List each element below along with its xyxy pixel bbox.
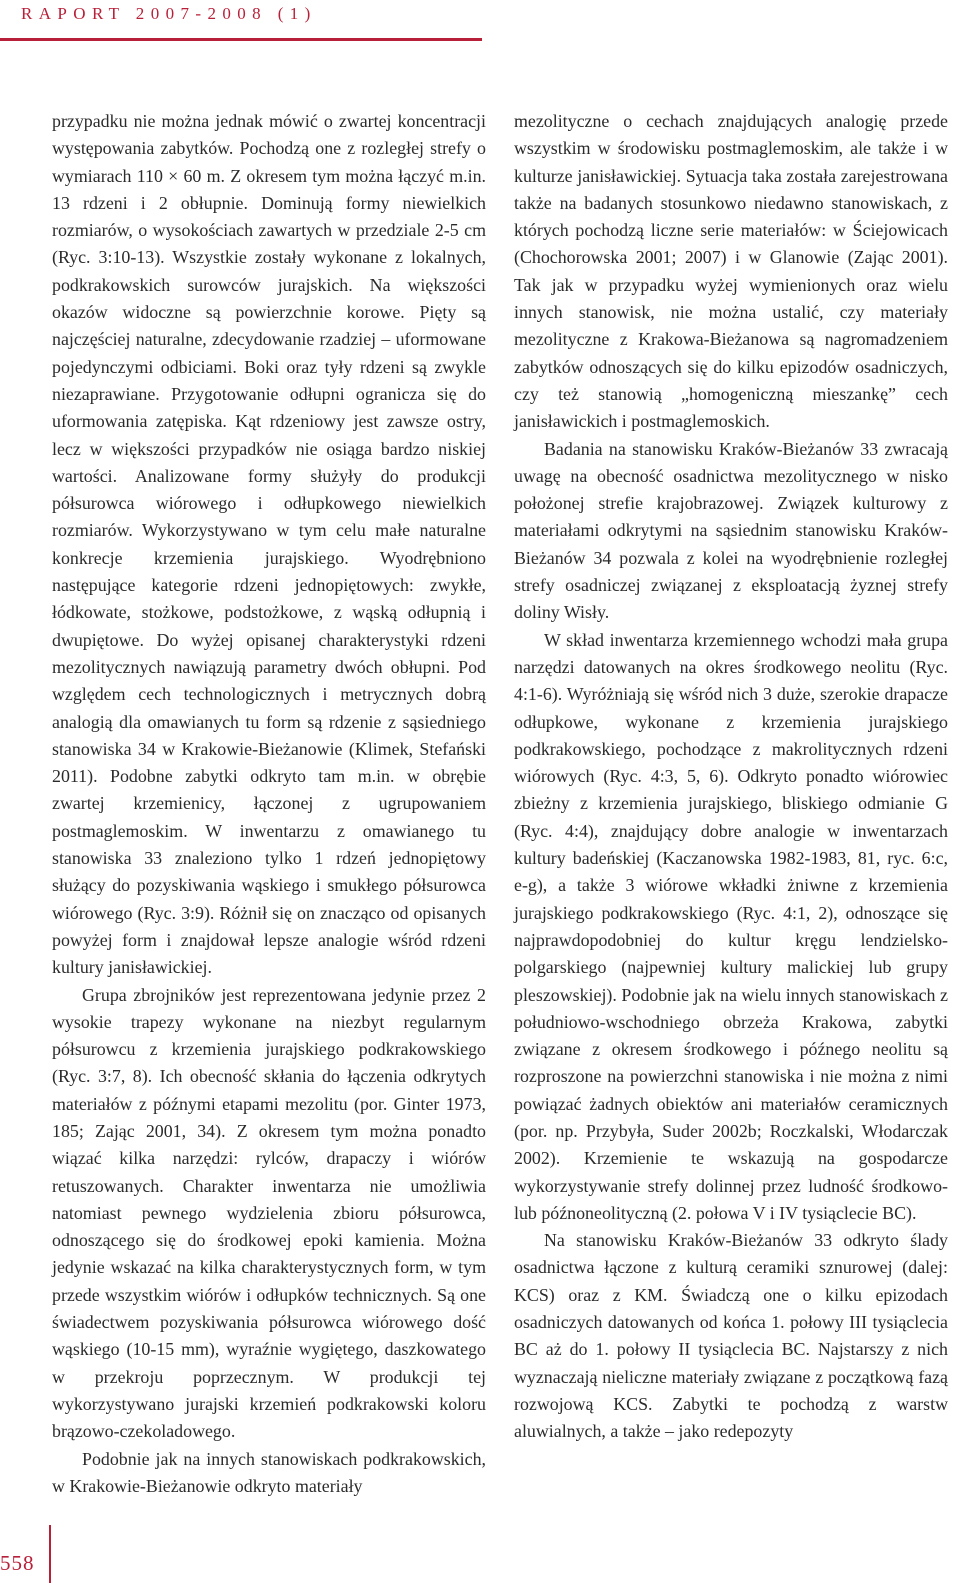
right-paragraph-2: Badania na stanowisku Kraków-Bieżanów 33 zwracają uwagę na obecność osadnictwa mezolitycznego w nisko położonej strefie krajobrazowej. Związek kulturowy z materiałami odkrytymi na sąsiednim stanowisku Kraków-Bieżanów 34 pozwala z kolei na wyodrębnienie rozległej strefy osadniczej związanej z eksploatacją żyznej strefy doliny Wisły. (514, 438, 948, 623)
right-column (514, 108, 948, 1446)
left-column (52, 108, 486, 1500)
left-paragraph-3: Podobnie jak na innych stanowiskach podkrakowskich, w Krakowie-Bieżanowie odkryto materiały (52, 1448, 486, 1496)
page-number: 558 (0, 1551, 35, 1575)
right-paragraph-3: W skład inwentarza krzemiennego wchodzi mała grupa narzędzi datowanych na okres środkowego neolitu (Ryc. 4:1-6). Wyróżniają się wśród nich 3 duże, szerokie drapacze odłupkowe, wykonane z krzemienia jurajskiego podkrakowskiego, pochodzące z makrolitycznych rdzeni wiórowych (Ryc. 4:3, 5, 6). Odkryto ponadto wiórowiec zbieżny z krzemienia jurajskiego, bliskiego odmianie G (Ryc. 4:4), znajdujący dobre analogie w inwentarzach kultury badeńskiej (Kaczanowska 1982-1983, 81, ryc. 6:c, e-g), a także 3 wiórowe wkładki żniwne z krzemienia jurajskiego podkrakowskiego (Ryc. 4:1, 2), odnoszące się najprawdopodobniej do kultur kręgu lendzielsko-polgarskiego (najpewniej kultury malickiej lub grupy pleszowskiej). Podobnie jak na wielu innych stanowiskach z południowo-wschodniego obrzeża Krakowa, zabytki związane z okresem środkowego i późnego neolitu są rozproszone na powierzchni stanowiska i nie można z nimi powiązać żadnych obiektów ani materiałów ceramicznych (por. np. Przybyła, Suder 2002b; Roczkalski, Włodarczak 2002). Krzemienie te wskazują na gospodarcze wykorzystywanie strefy dolinnej przez ludność środkowo- lub późnoneolityczną (2. połowa V i IV tysiąclecie BC). (514, 629, 948, 1223)
page-number-rule (49, 1525, 51, 1583)
right-paragraph-4: Na stanowisku Kraków-Bieżanów 33 odkryto ślady osadnictwa łączone z kulturą ceramiki sznurowej (dalej: KCS) oraz z KM. Świadczą one o kilku epizodach osadniczych datowanych od końca 1. połowy III tysiąclecia BC aż do 1. połowy II tysiąclecia BC. Najstarszy z nich wyznaczają nieliczne materiały związane z początkową fazą rozwojową KCS. Zabytki te pochodzą z warstw aluwialnych, a także – jako redepozyty (514, 1230, 948, 1442)
left-paragraph-2: Grupa zbrojników jest reprezentowana jedynie przez 2 wysokie trapezy wykonane na niezbyt regularnym półsurowcu z krzemienia jurajskiego podkrakowskiego (Ryc. 3:7, 8). Ich obecność skłania do łączenia odkrytych materiałów z późnymi etapami mezolitu (por. Ginter 1973, 185; Zając 2001, 34). Z okresem tym można ponadto wiązać kilka narzędzi: rylców, drapaczy i wiórów retuszowanych. Charakter inwentarza nie umożliwia natomiast pewnego wydzielenia zbioru półsurowca, odnoszącego się do środkowej epoki kamienia. Można jedynie wskazać na kilka charakterystycznych form, w tym przede wszystkim wiórów i odłupków technicznych. Są one świadectwem pozyskiwania półsurowca wiórowego dość wąskiego (10-15 mm), wyraźnie wygiętego, daszkowatego w przekroju poprzecznym. W produkcji tej wykorzystywano jurajski krzemień podkrakowski koloru brązowo-czekoladowego. (52, 984, 486, 1442)
left-paragraph-1: przypadku nie można jednak mówić o zwartej koncentracji występowania zabytków. Pochodzą one z rozległej strefy o wymiarach 110 × 60 m. Z okresem tym można łączyć m.in. 13 rdzeni i 2 obłupnie. Dominują formy niewielkich rozmiarów, o wysokościach zawartych w przedziale 2-5 cm (Ryc. 3:10-13). Wszystkie zostały wykonane z lokalnych, podkrakowskich surowców jurajskich. Na większości okazów widoczne są powierzchnie korowe. Pięty są najczęściej naturalne, zdecydowanie rzadziej – uformowane pojedynczymi odbiciami. Boki oraz tyły rdzeni są zwykle niezaprawiane. Przygotowanie odłupni ogranicza się do uformowania zatępiska. Kąt rdzeniowy jest zawsze ostry, lecz w większości przypadków nie osiąga bardzo niskiej wartości. Analizowane formy służyły do produkcji półsurowca wiórowego i odłupkowego niewielkich rozmiarów. Wykorzystywano w tym celu małe naturalne konkrecje krzemienia jurajskiego. Wyodrębniono następujące kategorie rdzeni jednopiętowych: zwykłe, łódkowate, stożkowe, podstożkowe, z wąską odłupnią i dwupiętowe. Do wyżej opisanej charakterystyki rdzeni mezolitycznych nawiązują parametry dwóch obłupni. Pod względem cech technologicznych i metrycznych dobrą analogią dla omawianych tu form są rdzenie z sąsiedniego stanowiska 34 w Krakowie-Bieżanowie (Klimek, Stefański 2011). Podobne zabytki odkryto tam m.in. w obrębie zwartej krzemienicy, łączonej z ugrupowaniem postmaglemoskim. W inwentarzu z omawianego tu stanowiska 33 znaleziono tylko 1 rdzeń jednopiętowy służący do pozyskiwania wąskiego i smukłego półsurowca wiórowego (Ryc. 3:9). Różnił się on znacząco od opisanych powyżej form i znajdował lepsze analogie wśród rdzeni kultury janisławickiej. (52, 111, 486, 978)
header-rule (0, 38, 482, 41)
right-paragraph-1: mezolityczne o cechach znajdujących analogię przede wszystkim w środowisku postmaglemoskim, ale także i w kulturze janisławickiej. Sytuacja taka została zarejestrowana także na badanych stosunkowo niedawno stanowiskach, z których pochodzą liczne serie materiałów: w Ściejowicach (Chochorowska 2001; 2007) i w Glanowie (Zając 2001). Tak jak w przypadku wyżej wymienionych oraz wielu innych stanowisk, nie można ustalić, czy materiały mezolityczne z Krakowa-Bieżanowa są nagromadzeniem zabytków odnoszących się do kilku epizodów osadniczych, czy też stanowią „homogeniczną mieszankę” cech janisławickich i postmaglemoskich. (514, 111, 948, 432)
running-header: RAPORT 2007-2008 (1) (21, 4, 317, 23)
